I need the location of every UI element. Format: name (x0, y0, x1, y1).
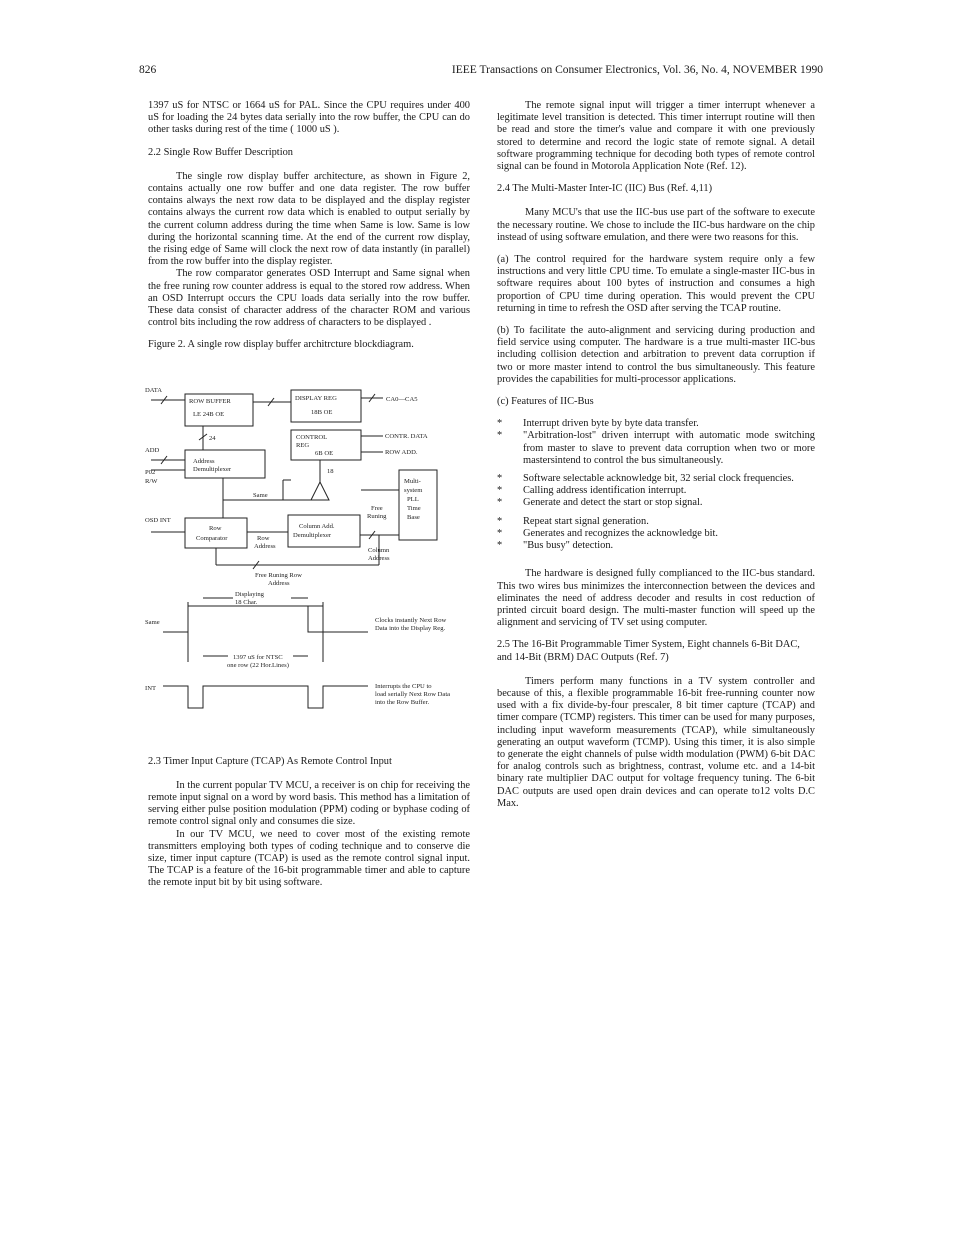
fig-label-contr-data: CONTR. DATA (385, 432, 428, 440)
paragraph-iic-reasons: Many MCU's that use the IIC-bus use part of the software to execute the necessary routine. We chose to include the IIC-bus hardware on the chip instead of using software emulation, and there were two reasons for this. (497, 207, 815, 243)
fig-label-row-add: ROW ADD. (385, 448, 418, 456)
fig-label-addr-demux-a: Address (193, 457, 215, 465)
figure-2-block-diagram (143, 370, 473, 752)
feature-item: * "Bus busy" detection. (497, 540, 815, 552)
page-number: 826 (139, 64, 157, 76)
fig-label-row-addr-b: Address (254, 542, 276, 550)
fig-label-interrupts-a: Interrupts the CPU to (375, 682, 432, 690)
section-heading-2-4: 2.4 The Multi-Master Inter-IC (IIC) Bus (Ref. 4,11) (497, 183, 713, 195)
paragraph-row-comparator: The row comparator generates OSD Interrupt and Same signal when the free runing row counter address is equal to the stored row address. When an OSD Interrupt occurs the CPU loads data serially into the row buffer. These data consist of character address of the character ROM and various control bits including the row address of characters to be displayed . (148, 268, 470, 329)
fig-label-int-wave: INT (145, 684, 156, 692)
figure-caption: Figure 2. A single row display buffer architrcture blockdiagram. (148, 339, 414, 351)
feature-list-2 (497, 473, 815, 510)
fig-label-row-comp-a: Row (209, 524, 222, 532)
feature-list-1 (497, 418, 815, 467)
section-heading-2-3: 2.3 Timer Input Capture (TCAP) As Remote Control Input (148, 755, 392, 767)
fig-label-interrupts-c: into the Row Buffer. (375, 698, 430, 706)
fig-label-addr-demux-b: Demultiplexer (193, 465, 232, 473)
fig-label-same-wave: Same (145, 618, 160, 626)
fig-label-control-b: REG (296, 441, 310, 449)
fig-label-ca: CA0—CA5 (386, 395, 418, 403)
fig-label-pll-5: Base (407, 513, 420, 521)
fig-label-frra-a: Free Runing Row (255, 571, 302, 579)
feature-item: * Interrupt driven byte by byte data transfer. (497, 418, 815, 430)
fig-label-control-a: CONTROL (296, 433, 328, 441)
fig-label-col-addr-b: Address (368, 554, 390, 562)
fig-label-col-addr-a: Column (368, 546, 390, 554)
section-heading-2-5: 2.5 The 16-Bit Programmable Timer System, Eight channels 6-Bit DAC, and 14-Bit (BRM) DAC Outputs (Ref. 7) (497, 639, 800, 663)
feature-item: * "Arbitration-lost" driven interrupt with automatic mode switching from master to slave to prevent data corruption when two or more mastersintend to control the bus simultaneously. (497, 430, 815, 467)
row-comparator-block (185, 518, 247, 548)
right-column (497, 100, 815, 820)
paragraph-features-heading: (c) Features of IIC-Bus (497, 396, 594, 408)
fig-label-ntsc-b: one row (22 Hor.Lines) (227, 661, 289, 669)
fig-label-row-comp-b: Comparator (196, 534, 228, 542)
fig-label-row-addr-a: Row (257, 534, 270, 542)
fig-label-6b: 6B OE (315, 449, 334, 457)
fig-label-displaying-a: Displaying (235, 590, 264, 598)
fig-label-18: 18 (327, 467, 334, 475)
fig-label-ntsc-a: 1397 uS for NTSC (233, 653, 283, 661)
fig-label-displaying-b: 18 Char. (235, 598, 258, 606)
spacer (497, 558, 815, 568)
paragraph-ntsc-timing: 1397 uS for NTSC or 1664 uS for PAL. Since the CPU requires under 400 uS for loading the 24 bytes data serially into the row buffer, the CPU can do other tasks during rest of the time ( 1000 uS ). (148, 100, 470, 136)
paragraph-timers: Timers perform many functions in a TV system controller and because of this, a flexible programmable 16-bit free-running counter now used with a fix divide-by-four prescaler, 8 bit timer capture (TCAP) and timer compare (TCMP) registers. This timer can be used for many purposes, including input waveform measurements (TCAP), while simultaneously generating an output waveform (TCMP). Using this timer, it is also simple to generate the eight channels of pulse width modulation (PWM) 6-bit DAC for analog controls such as brightness, contrast, volume etc. and a 14-bit binary rate multiplier DAC output for voltage frequency tuning. The 6-bit DAC outputs are used open drain devices and can operate to12 volts D.C Max. (497, 675, 815, 809)
paragraph-reason-a: (a) The control required for the hardware system require only a few instructions and very little CPU time. To emulate a single-master IIC-bus in software requires about 100 bytes of instruction and consumes a high proportion of CPU time during operation. This would prevent the CPU returning in time to refresh the OSD after serving the TCAP routine. (497, 254, 815, 314)
fig-label-display-reg: DISPLAY REG (295, 394, 337, 402)
column-demux-block (288, 515, 360, 547)
tri-buffer (311, 482, 329, 500)
fig-label-18b: 18B OE (311, 408, 333, 416)
fig-label-add: ADD (145, 446, 160, 454)
fig-label-clocks-b: Data into the Display Reg. (375, 624, 446, 632)
fig-label-pll-4: Time (407, 504, 421, 512)
block-diagram-svg (143, 370, 473, 752)
feature-list-3 (497, 516, 815, 553)
fig-label-osd-int: OSD INT (145, 516, 171, 524)
fig-label-data: DATA (145, 386, 163, 394)
fig-label-pll-3: PLL (407, 495, 419, 503)
feature-item: * Calling address identification interrupt. (497, 485, 815, 497)
fig-label-p02: P02 (145, 468, 156, 476)
fig-label-rw: R/W (145, 477, 158, 485)
fig-label-free-b: Runing (367, 512, 387, 520)
left-column (145, 100, 470, 900)
fig-label-24: 24 (209, 434, 216, 442)
feature-item: * Software selectable acknowledge bit, 32 serial clock frequencies. (497, 473, 815, 485)
paragraph-tv-mcu-receiver: In the current popular TV MCU, a receiver is on chip for receiving the remote input signal on a word by word basis. This method has a limitation of serving either pulse position modulation (PPM) coding or byphase coding of remote control signal only and consumes die size. (148, 779, 470, 828)
paragraph-iic-standard: The hardware is designed fully complianced to the IIC-bus standard. This two wires bus minimizes the interconnection between the devices and eliminates the need of address decoder and results in cost reduction of printed circuit board design. The multi-master function will speed up the alignment and servicing of TV set using computer. (497, 568, 815, 629)
fig-label-same: Same (253, 491, 268, 499)
fig-label-pll-2: system (404, 486, 423, 494)
fig-label-frra-b: Address (268, 579, 290, 587)
feature-item: * Generates and recognizes the acknowledge bit. (497, 528, 815, 540)
feature-item: * Repeat start signal generation. (497, 516, 815, 528)
running-header: IEEE Transactions on Consumer Electronics, Vol. 36, No. 4, NOVEMBER 1990 (451, 64, 823, 76)
fig-label-pll-1: Multi- (404, 477, 421, 485)
paragraph-reason-b: (b) To facilitate the auto-alignment and servicing during production and field service using computer. The hardware is a true multi-master IIC-bus including collision detection and arbitration to prevent data corruption if two or more master intend to control the bus simultaneously. This feature provides the capabilities for multi-processor applications. (497, 325, 815, 385)
fig-label-interrupts-b: load serially Next Row Data (375, 690, 451, 698)
paragraph-remote-interrupt: The remote signal input will trigger a timer interrupt whenever a legitimate level transition is detected. This timer interrupt routine will then be read and store the timer's value and compare it with one previously stored to determine and record the logic state of remote signal. A detail software programming technique for decoding both types of remote control signal can be found in Motorola Application Note (Ref. 12). (497, 100, 815, 173)
paragraph-single-row-buffer: The single row display buffer architecture, as shown in Figure 2, contains actually one row buffer and one data register. The row buffer contains always the next row data to be displayed and the display register contains always the current row data which is enabled to output serially by the current column address during the time when Same is low. Same is low during the horizontal scanning time. At the end of the current row display, the rising edge of Same will clock the next row of data instantly (in parallel) from the row buffer into the display register. (148, 170, 470, 268)
fig-label-col-demux-a: Column Add. (299, 522, 335, 530)
fig-label-row-buffer: ROW BUFFER (189, 397, 231, 405)
fig-label-le24b: LE 24B OE (193, 410, 225, 418)
section-heading-2-2: 2.2 Single Row Buffer Description (148, 146, 293, 158)
paragraph-tcap-input: In our TV MCU, we need to cover most of the existing remote transmitters employing both types of coding technique and to conserve die size, timer input capture (TCAP) is used as the remote control signal input. The TCAP is a feature of the 16-bit programmable timer and able to capture the remote input bit by bit using software. (148, 828, 470, 889)
feature-item: * Generate and detect the start or stop signal. (497, 497, 815, 509)
fig-label-col-demux-b: Demultiplexer (293, 531, 332, 539)
fig-label-free-a: Free (371, 504, 383, 512)
fig-label-clocks-a: Clocks instantly Next Row (375, 616, 447, 624)
